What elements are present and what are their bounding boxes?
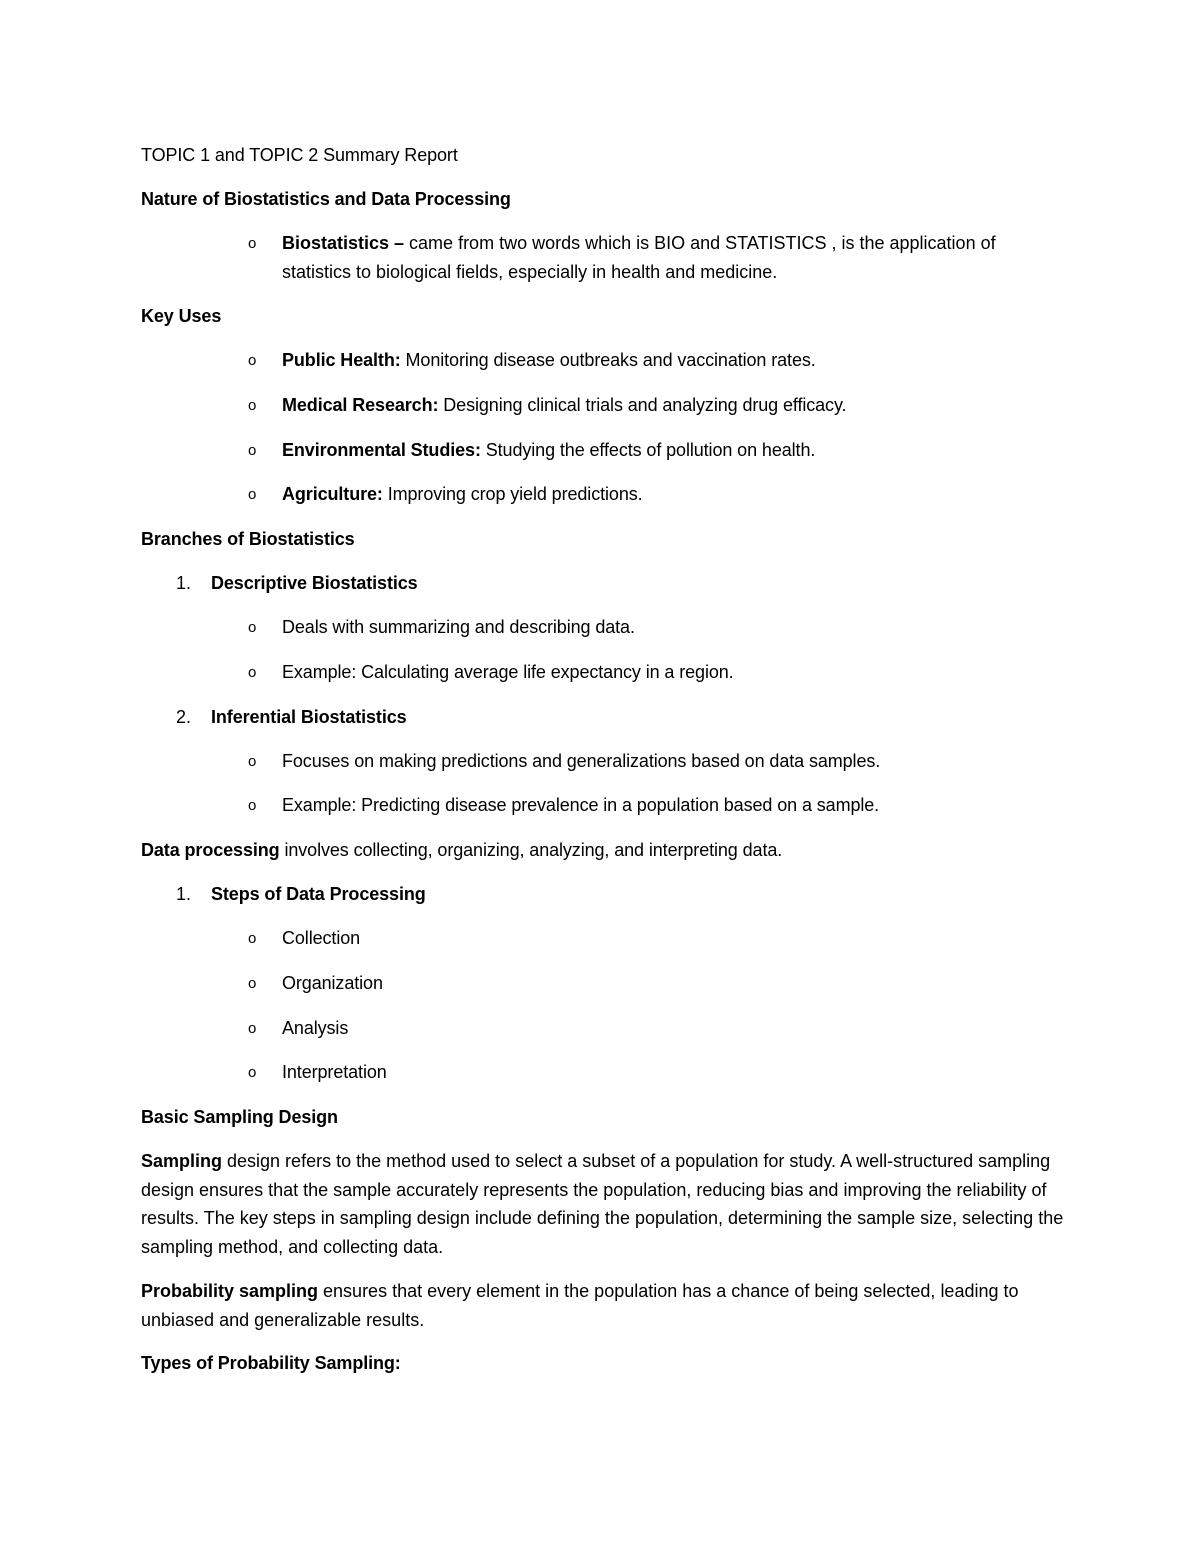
branch-title: Inferential Biostatistics: [211, 707, 407, 727]
steps-title: Steps of Data Processing: [211, 884, 426, 904]
bullet-icon: o: [248, 486, 257, 503]
bullet-icon: o: [248, 1020, 257, 1037]
page-title: TOPIC 1 and TOPIC 2 Summary Report: [141, 145, 458, 165]
biostatistics-definition: [282, 229, 1052, 287]
branch-point: Deals with summarizing and describing data.: [282, 617, 635, 637]
data-processing-paragraph: [141, 836, 782, 864]
bullet-icon: o: [248, 975, 257, 992]
probability-paragraph: [141, 1277, 1066, 1334]
step-item: Collection: [282, 928, 361, 948]
key-use-item: [282, 436, 815, 464]
data-processing-term: Data processing: [141, 840, 280, 860]
key-use-text: Studying the effects of pollution on health.: [480, 440, 816, 460]
bullet-icon: o: [248, 664, 257, 681]
bullet-icon: o: [248, 442, 257, 459]
step-item: Interpretation: [282, 1062, 387, 1082]
data-processing-text: involves collecting, organizing, analyzing, and interpreting data.: [279, 840, 783, 860]
section-heading-branches: Branches of Biostatistics: [141, 529, 355, 549]
branch-point: Example: Predicting disease prevalence in a population based on a sample.: [282, 795, 880, 815]
bullet-icon: o: [248, 1064, 257, 1081]
sampling-text: design refers to the method used to select a subset of a population for study. A well-structured sampling design ensures that the sample accurately represents the population, reducing bias and improving the reliability of results. The key steps in sampling design include defining the population, determining the sample size, selecting the sampling method, and collecting data.: [141, 1151, 1064, 1257]
key-use-item: [282, 391, 846, 419]
branch-point: Focuses on making predictions and generalizations based on data samples.: [282, 751, 881, 771]
section-heading-probability-types: Types of Probability Sampling:: [141, 1353, 401, 1373]
key-use-term: Environmental Studies:: [282, 440, 481, 460]
step-item: Analysis: [282, 1018, 349, 1038]
key-use-item: [282, 346, 816, 374]
bullet-icon: o: [248, 930, 257, 947]
bullet-icon: o: [248, 619, 257, 636]
section-heading-nature: Nature of Biostatistics and Data Processing: [141, 189, 511, 209]
list-number: 1.: [176, 573, 192, 593]
bullet-icon: o: [248, 397, 257, 414]
bullet-icon: o: [248, 352, 257, 369]
key-use-term: Public Health:: [282, 350, 401, 370]
sampling-term: Sampling: [141, 1151, 223, 1171]
list-number: 1.: [176, 884, 192, 904]
bullet-icon: o: [248, 235, 257, 252]
definition-text: came from two words which is BIO and STATISTICS , is the application of statistics to biological fields, especially in health and medicine.: [282, 233, 996, 282]
key-use-text: Monitoring disease outbreaks and vaccination rates.: [400, 350, 816, 370]
list-number: 2.: [176, 707, 192, 727]
section-heading-sampling: Basic Sampling Design: [141, 1107, 338, 1127]
branch-point: Example: Calculating average life expectancy in a region.: [282, 662, 734, 682]
branch-title: Descriptive Biostatistics: [211, 573, 418, 593]
key-use-item: [282, 480, 643, 508]
probability-text: ensures that every element in the population has a chance of being selected, leading to unbiased and generalizable results.: [141, 1281, 1019, 1330]
definition-term: Biostatistics –: [282, 233, 405, 253]
bullet-icon: o: [248, 797, 257, 814]
sampling-paragraph: [141, 1147, 1066, 1261]
key-use-term: Medical Research:: [282, 395, 439, 415]
bullet-icon: o: [248, 753, 257, 770]
key-use-text: Improving crop yield predictions.: [382, 484, 643, 504]
section-heading-key-uses: Key Uses: [141, 306, 222, 326]
key-use-text: Designing clinical trials and analyzing drug efficacy.: [438, 395, 847, 415]
step-item: Organization: [282, 973, 383, 993]
key-use-term: Agriculture:: [282, 484, 383, 504]
probability-term: Probability sampling: [141, 1281, 319, 1301]
